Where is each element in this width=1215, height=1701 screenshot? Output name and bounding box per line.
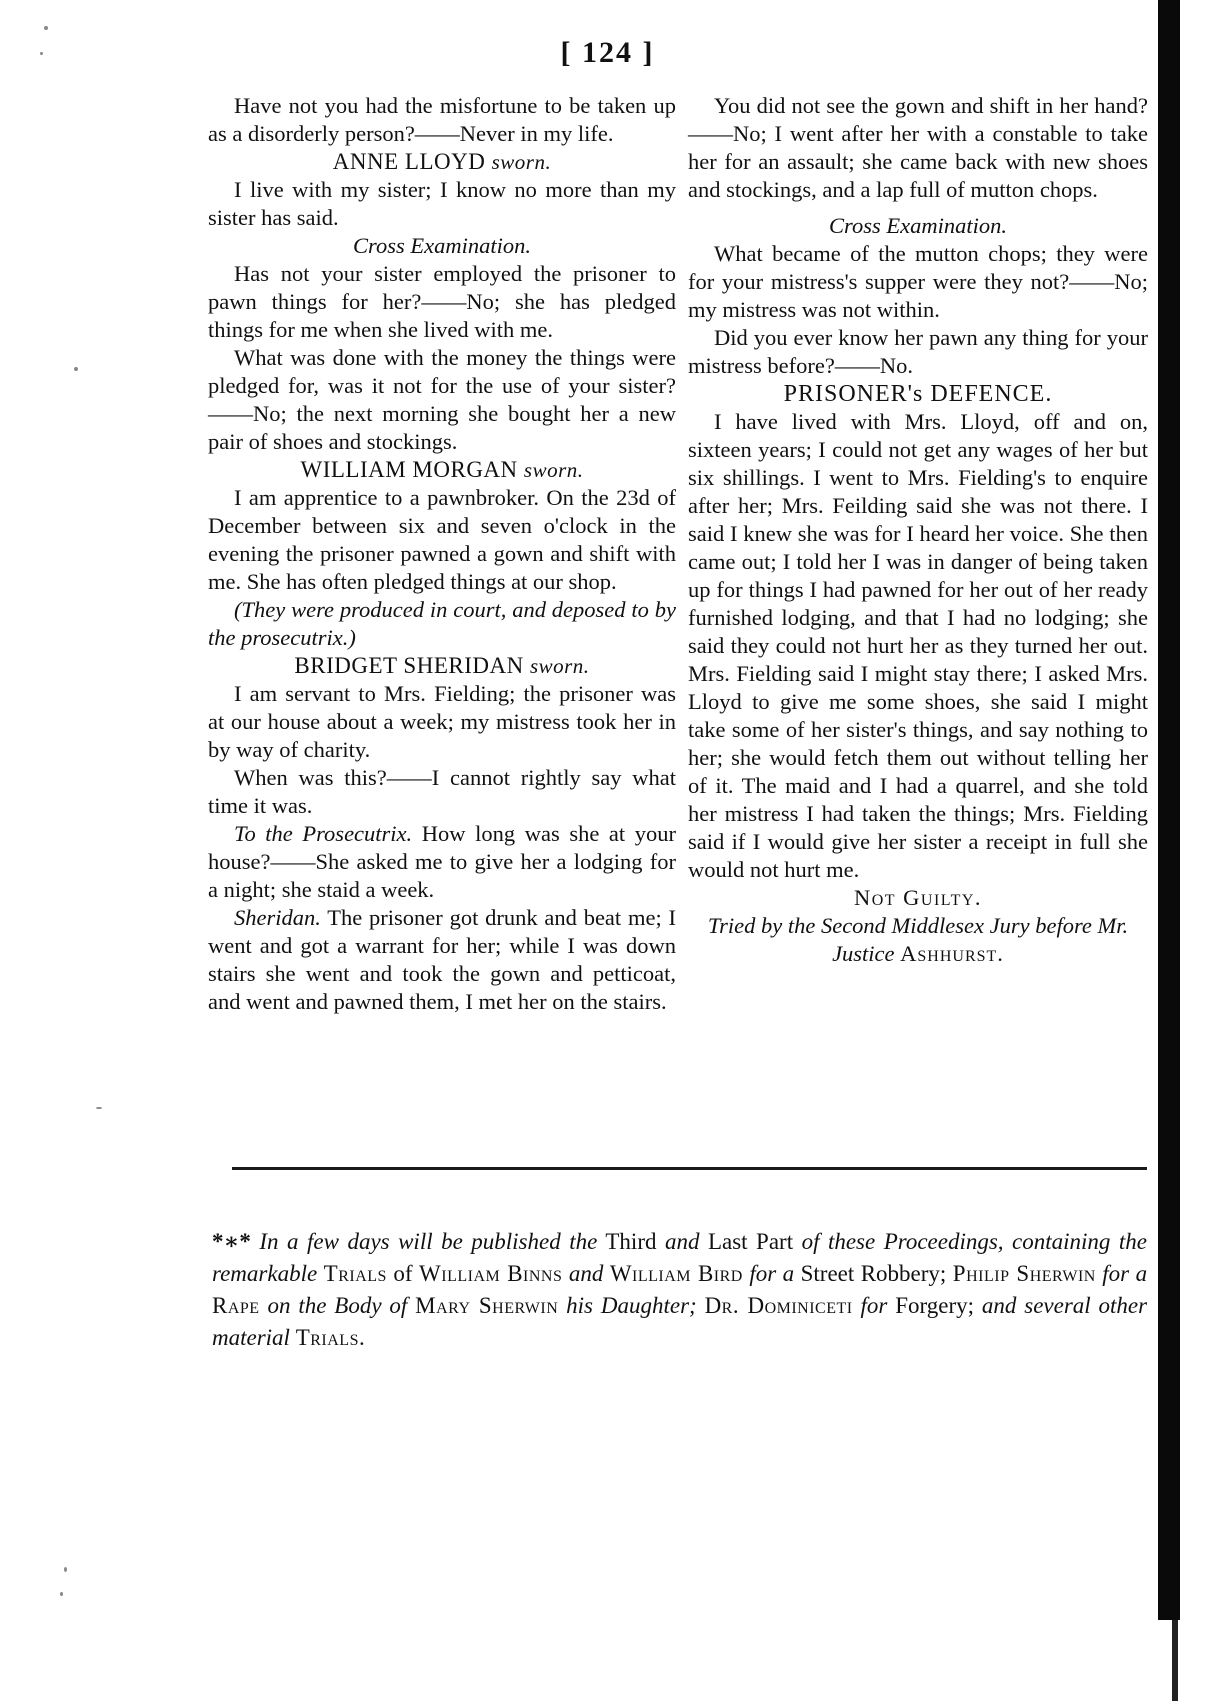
paragraph-note: (They were produced in court, and deposed to by the prosecutrix.): [208, 597, 676, 650]
verdict: Not Guilty.: [853, 885, 983, 910]
defence-heading: PRISONER's DEFENCE.: [783, 381, 1053, 407]
paragraph: Has not your sister employed the prisoner to pawn things for her?——No; she has pledged things for me when she lived with me.: [208, 261, 676, 342]
paragraph: To the Prosecutrix. How long was she at your house?——She asked me to give her a lodging for a night; she staid a week.: [208, 821, 677, 902]
paragraph: What was done with the money the things were pledged for, was it not for the use of your sister?——No; the next morning she bought her a new pair of shoes and stockings.: [208, 345, 676, 454]
witness-heading-bridget-sheridan: BRIDGET SHERIDAN sworn.: [294, 653, 590, 678]
paragraph: What became of the mutton chops; they were for your mistress's supper were they not?——No; my mistress was not within.: [688, 241, 1148, 322]
horizontal-rule: [232, 1167, 1147, 1170]
paragraph: I am apprentice to a pawnbroker. On the 23d of December between six and seven o'clock in the evening the prisoner pawned a gown and shift with me. She has often pledged things at our shop.: [208, 485, 676, 594]
scan-speck: [64, 1567, 67, 1572]
witness-heading-anne-lloyd: ANNE LLOYD sworn.: [332, 149, 552, 174]
scan-speck: [96, 1107, 102, 1109]
paragraph: Did you ever know her pawn any thing for your mistress before?——No.: [688, 325, 1148, 378]
tried-line: Tried by the Second Middlesex Jury before Mr. Justice Ashhurst.: [707, 913, 1129, 966]
right-column: [688, 92, 1148, 968]
paragraph: I am servant to Mrs. Fielding; the prisoner was at our house about a week; my mistress took her in by way of charity.: [208, 681, 676, 762]
left-column: [208, 92, 676, 1016]
binding-edge-lower: [1172, 1620, 1178, 1701]
paragraph: You did not see the gown and shift in her hand?——No; I went after her with a constable to take her for an assault; she came back with new shoes and stockings, and a lap full of mutton chops.: [688, 93, 1148, 202]
scan-speck: [40, 52, 43, 55]
paragraph: I live with my sister; I know no more than my sister has said.: [208, 177, 676, 230]
scan-speck: [44, 26, 48, 30]
paragraph: Have not you had the misfortune to be taken up as a disorderly person?——Never in my life.: [208, 93, 676, 146]
cross-examination-heading: Cross Examination.: [829, 213, 1007, 238]
paragraph: When was this?——I cannot rightly say what time it was.: [208, 765, 676, 818]
paragraph: I have lived with Mrs. Lloyd, off and on, sixteen years; I could not get any wages of her but six shillings. I went to Mrs. Fielding's to enquire after her; Mrs. Feilding said she was not there. I said I knew she was for I heard her voice. She then came out; I told her I was in danger of being taken up for things I had pawned for her out of her ready furnished lodging, and that I had no lodging; she said they could not hurt her as they turned her out. Mrs. Fielding said I might stay there; I asked Mrs. Lloyd to give me some shoes, she said I might take some of her sister's things, and say nothing to her; she would fetch them out without telling her of it. The maid and I had a quarrel, and she told her mistress I had taken the things; Mrs. Fielding said if I would give her sister a receipt in full she would not hurt me.: [688, 409, 1148, 882]
scan-speck: [60, 1592, 63, 1596]
paragraph: Sheridan. The prisoner got drunk and beat me; I went and got a warrant for her; while I was down stairs she went and took the gown and petticoat, and went and pawned them, I met her on the stairs.: [208, 905, 676, 1014]
binding-edge: [1158, 0, 1180, 1620]
page-number: [ 124 ]: [560, 36, 655, 69]
scan-speck: [74, 367, 78, 371]
cross-examination-heading: Cross Examination.: [353, 233, 531, 258]
witness-heading-william-morgan: WILLIAM MORGAN sworn.: [300, 457, 584, 482]
publication-notice: *∗* In a few days will be published the Third and Last Part of these Proceedings, containing the remarkable Trials of William Binns and William Bird for a Street Robbery; Philip Sherwin for a Rape on the Body of Mary Sherwin his Daughter; Dr. Dominiceti for Forgery; and several other material Trials.: [212, 1229, 1148, 1350]
